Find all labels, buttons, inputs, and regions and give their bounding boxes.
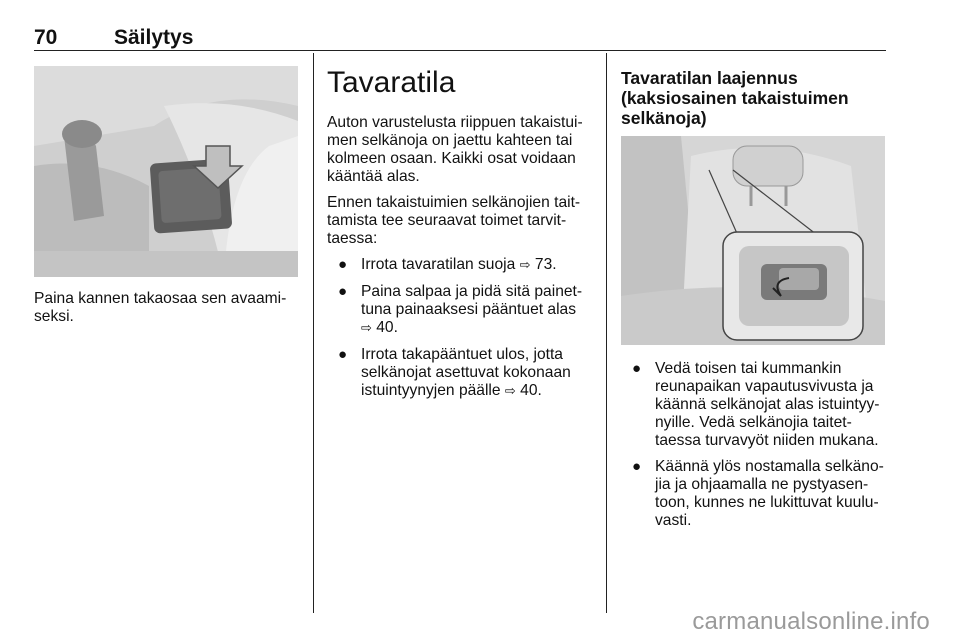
chapter-title: Säilytys <box>114 26 194 49</box>
list-item: ● Irrota takapääntuet ulos, jotta selkänojat asettuvat kokonaan istuintyynyjen päälle ⇨ 40. <box>338 346 571 399</box>
list-item: ● Irrota tavaratilan suoja ⇨ 73. <box>338 256 557 273</box>
page-ref[interactable]: 40. <box>376 319 398 336</box>
middle-column <box>327 66 599 409</box>
left-caption: Paina kannen takaosaa sen avaami- seksi. <box>34 290 287 325</box>
right-column-body <box>621 360 891 538</box>
page-ref-icon[interactable]: ⇨ <box>504 384 516 399</box>
subsection-heading: Tavaratilan laajennus (kaksiosainen takaistuimen selkänoja) <box>621 68 849 128</box>
section-heading: Tavaratila <box>327 66 456 99</box>
page-ref[interactable]: 40. <box>520 382 542 399</box>
page-ref-icon[interactable]: ⇨ <box>519 258 531 273</box>
console-storage-figure <box>34 66 298 277</box>
intro-paragraph: Auton varustelusta riippuen takaistui- men selkänoja on jaettu kahteen tai kolmeen osaan. Kaikki osat voidaan kääntää alas. <box>327 114 583 185</box>
column-divider-2 <box>606 53 607 613</box>
list-item: ● Vedä toisen tai kummankin reunapaikan vapautusvivusta ja käännä selkänojat alas istuintyy- nyille. Vedä selkänojia taitet- taessa turvavyöt niiden mukana. <box>632 360 880 449</box>
list-item: ● Käännä ylös nostamalla selkäno- jia ja ohjaamalla ne pystyasen- toon, kunnes ne lukittuvat kuulu- vasti. <box>632 458 884 529</box>
right-column-heading-wrap <box>621 68 891 128</box>
list-item: ● Paina salpaa ja pidä sitä painet- tuna painaaksesi pääntuet alas ⇨ 40. <box>338 283 583 336</box>
header-rule <box>34 50 886 51</box>
page-header <box>34 26 886 52</box>
page-ref[interactable]: 73. <box>534 256 557 273</box>
preparation-paragraph: Ennen takaistuimien selkänojien tait- tamista tee seuraavat toimet tarvit- taessa: <box>327 194 581 247</box>
site-watermark: carmanualsonline.info <box>692 608 930 635</box>
page-number: 70 <box>34 26 58 49</box>
rear-seat-release-figure <box>621 136 885 345</box>
fold-instructions-list <box>621 360 891 530</box>
column-divider-1 <box>313 53 314 613</box>
page-ref-icon[interactable]: ⇨ <box>361 321 372 336</box>
preparation-list <box>327 256 599 401</box>
